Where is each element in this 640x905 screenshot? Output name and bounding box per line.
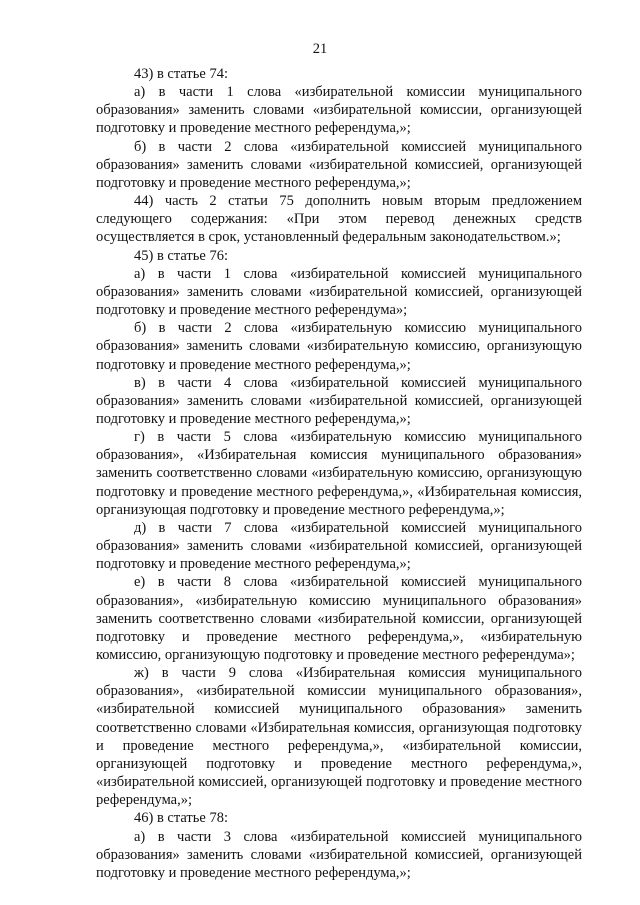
paragraph-45-zh: ж) в части 9 слова «Избирательная комиссия муниципального образования», «избирательной комиссии муниципального образования», «избирательной комиссией муниципального образования» заменить соответственно словами «Избирательная комиссия, организующая подготовку и проведение местного референдума,», «избирательной комиссии, организующей подготовку и проведение местного референдума,», «избирательной комиссией, организующей подготовку и проведение местного референдума,»; bbox=[96, 665, 582, 809]
paragraph-45-d: д) в части 7 слова «избирательной комиссией муниципального образования» заменить словами «избирательной комиссией, организующей подготовку и проведение местного референдума,»; bbox=[96, 519, 582, 573]
paragraph-45-b: б) в части 2 слова «избирательную комиссию муниципального образования» заменить словами «избирательную комиссию, организующую подготовку и проведение местного референдума,»; bbox=[96, 320, 582, 373]
paragraph-43: 43) в статье 74: bbox=[134, 66, 228, 82]
paragraph-45-a: а) в части 1 слова «избирательной комиссией муниципального образования» заменить словами «избирательной комиссией, организующей подготовку и проведение местного референдума»; bbox=[96, 265, 582, 319]
document-body bbox=[96, 65, 582, 882]
paragraph-43-b: б) в части 2 слова «избирательной комиссией муниципального образования» заменить словами «избирательной комиссией, организующей подготовку и проведение местного референдума,»; bbox=[96, 138, 582, 191]
paragraph-44: 44) часть 2 статьи 75 дополнить новым вторым предложением следующего содержания: «При этом перевод денежных средств осуществляется в срок, установленный федеральным законодательством.»; bbox=[96, 193, 582, 246]
paragraph-46-a: а) в части 3 слова «избирательной комиссией муниципального образования» заменить словами «избирательной комиссией, организующей подготовку и проведение местного референдума,»; bbox=[96, 828, 582, 881]
paragraph-45-e: е) в части 8 слова «избирательной комиссией муниципального образования», «избирательную комиссию муниципального образования» заменить соответственно словами «избирательной комиссии, организующей подготовку и проведение местного референдума,», «избирательную комиссию, организующую подготовку и проведение местного референдума»; bbox=[96, 574, 582, 663]
paragraph-45: 45) в статье 76: bbox=[134, 247, 228, 264]
paragraph-45-v: в) в части 4 слова «избирательной комиссией муниципального образования» заменить словами «избирательной комиссией, организующей подготовку и проведение местного референдума,»; bbox=[96, 374, 582, 427]
paragraph-43-a: а) в части 1 слова «избирательной комиссии муниципального образования» заменить словами «избирательной комиссии, организующей подготовку и проведение местного референдума,»; bbox=[96, 84, 582, 137]
paragraph-46: 46) в статье 78: bbox=[134, 810, 228, 827]
paragraph-45-g: г) в части 5 слова «избирательную комиссию муниципального образования», «Избирательная комиссия муниципального образования» заменить соответственно словами «избирательную комиссию, организующую подготовку и проведение местного референдума,», «Избирательная комиссия, организующая подготовку и проведение местного референдума,»; bbox=[96, 429, 582, 518]
page-number: 21 bbox=[312, 41, 328, 57]
